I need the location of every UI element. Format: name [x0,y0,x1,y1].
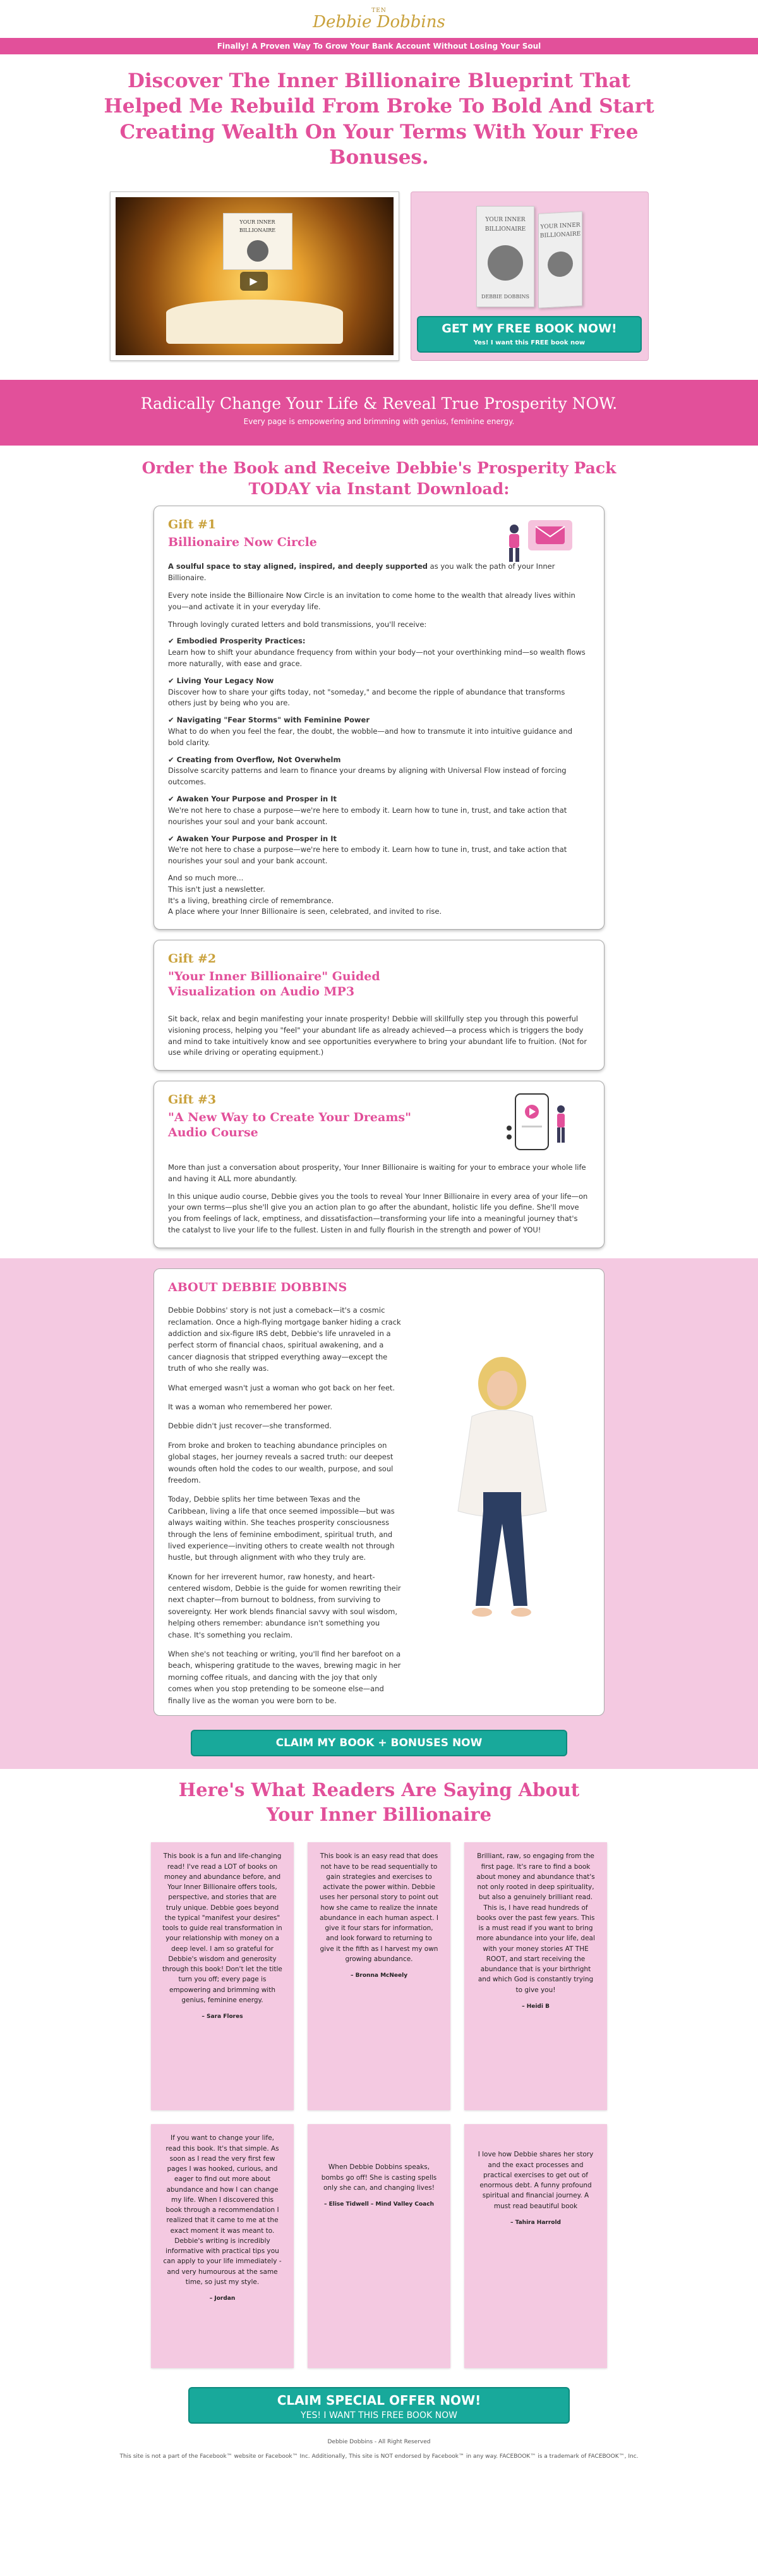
testimonial-text: This book is a fun and life-changing read! I've read a LOT of books on money and abundance before, and Your Inner Billionaire offers tools, perspective, and stories that are truly unique. Debbie goes beyond the typical "manifest your desires" tools to guide real transformation in your relationship with money on a deep level. I am so grateful for Debbie's wisdom and generosity through this book! Don't let the title turn you off; every page is empowering and brimming with genius, feminine energy. [162,1852,282,2004]
testimonials-grid [151,1842,607,2368]
closing-line: This isn't just a newsletter. [168,884,265,894]
about-text [168,1278,402,1706]
hero-headline: Discover The Inner Billionaire Blueprint That Helped Me Rebuild From Broke To Bold And Start Creating Wealth On Your Terms With Your Free Bonuses. [104,70,654,169]
feature-text: Learn how to shift your abundance frequency from within your body—not your overthinking mind—so wealth flows more naturally, with ease and grace. [168,648,586,668]
cover-author: DEBBIE DOBBINS [481,294,529,300]
gift-card-1 [153,506,605,930]
order-heading: Order the Book and Receive Debbie's Prosperity Pack TODAY via Instant Download: [141,459,617,498]
feature-title: ✔ Navigating "Fear Storms" with Feminine Power [168,715,370,725]
site-logo[interactable]: TEN Debbie Dobbins [313,7,445,32]
closing-line: It's a living, breathing circle of remembrance. [168,896,334,905]
feature-title: ✔ Living Your Legacy Now [168,676,274,685]
gift-card-2 [153,940,605,1071]
gift-title: "Your Inner Billionaire" Guided Visualization on Audio MP3 [168,969,380,999]
gift-closing [168,873,590,918]
feature-item [168,834,590,867]
gift-paragraph: Through lovingly curated letters and bold transmissions, you'll receive: [168,619,427,629]
testimonial-text: If you want to change your life, read this book. It's that simple. As soon as I read the very first few pages I was hooked, curious, and eager to find out more about abundance and how I can change my life. When I discovered this book through a recommendation I realized that it came to me at the exact moment it was meant to. Debbie's writing is incredibly informative with practical tips you can apply to your life immediately - and very humourous at the same time, so just my style. [163,2134,282,2286]
closing-line: And so much more... [168,873,244,882]
feature-item [168,636,590,669]
feature-text: Dissolve scarcity patterns and learn to finance your dreams by aligning with Universal Flow instead of forcing outcomes. [168,766,567,787]
about-paragraph: When she's not teaching or writing, you'll find her barefoot on a beach, whispering gratitude to the waves, brewing magic in her morning coffee rituals, and dancing with the joy that only comes when you stop pretending to be someone else—and finally live as the woman you were born to be. [168,1649,401,1705]
gift-paragraph: In this unique audio course, Debbie gives you the tools to reveal Your Inner Billionaire in every area of your life—on your own terms—plus she'll give you an action plan to go after the abundant, holistic life you define. She'll move you from feelings of lack, emptiness, and dissatisfaction—transforming your life into a meaningful journey that's the catalyst to live your life to the fullest. Listen in and fully flourish in the strength and power of YOU! [168,1191,588,1235]
author-photo [414,1278,590,1706]
gift-card-3 [153,1081,605,1248]
cover-title: YOUR INNER BILLIONAIRE [539,222,581,240]
feature-item [168,715,590,748]
cover-title: YOUR INNER BILLIONAIRE [484,217,526,233]
about-paragraph: Debbie didn't just recover—she transformed. [168,1421,332,1431]
gift-paragraph: More than just a conversation about prosperity, Your Inner Billionaire is waiting for your to embrace your whole life and having it ALL more abundantly. [168,1162,586,1183]
about-paragraph: Debbie Dobbins' story is not just a comeback—it's a cosmic reclamation. Once a high-flying mortgage banker hiding a crack addiction and six-figure IRS debt, Debbie's life unraveled in a perfect storm of financial chaos, spiritual awakening, and a cancer diagnosis that stripped everything away—except the truth of who she really was. [168,1306,401,1373]
promo-video[interactable] [110,191,399,361]
testimonial-author: – Tahira Harrold [510,2219,561,2226]
book-cover-side [538,211,582,308]
band-subtitle: Every page is empowering and brimming with genius, feminine energy. [243,416,515,426]
video-book-title: YOUR INNER BILLIONAIRE [239,219,276,233]
feature-title: ✔ Embodied Prosperity Practices: [168,636,306,646]
band-title: Radically Change Your Life & Reveal True Prosperity NOW. [140,394,618,413]
about-paragraph: From broke and broken to teaching abundance principles on global stages, her journey reveals a sacred truth: our deepest wounds often hold the codes to our wealth, purpose, and soul freedom. [168,1440,394,1485]
cta-sub-label: YES! I WANT THIS FREE BOOK NOW [301,2410,457,2421]
gift-number: Gift #3 [168,1093,217,1107]
cover-hole-graphic [488,245,523,281]
cover-hole-graphic [247,240,268,262]
about-paragraph: Known for her irreverent humor, raw honesty, and heart-centered wisdom, Debbie is the guide for women rewriting their next chapter—from burnout to boldness, from surviving to sovereignty. Her work blends financial savvy with soul wisdom, helping others remember: abundance isn't something you chase. It's something you reclaim. [168,1572,401,1639]
book-cover-front [476,206,534,307]
testimonial-author: – Sara Flores [202,2014,243,2020]
feature-title: ✔ Creating from Overflow, Not Overwhelm [168,755,341,764]
feature-title: ✔ Awaken Your Purpose and Prosper in It [168,794,337,804]
cta-main-label: GET MY FREE BOOK NOW! [442,322,617,336]
feature-text: We're not here to chase a purpose—we're here to embody it. Learn how to tune in, trust, and take action that nourishes your soul and your bank account. [168,845,567,866]
testimonial-author: – Heidi B [522,2003,550,2010]
testimonial-card [151,1842,294,2110]
testimonial-author: – Elise Tidwell – Mind Valley Coach [323,2201,434,2208]
testimonial-card [464,1842,607,2110]
testimonial-card [151,2124,294,2368]
gift-number: Gift #2 [168,952,217,966]
testimonial-author: – Jordan [209,2295,236,2302]
gift-title: "A New Way to Create Your Dreams" Audio Course [168,1110,412,1140]
feature-title: ✔ Awaken Your Purpose and Prosper in It [168,834,337,843]
hero-row [0,170,758,380]
testimonial-text: When Debbie Dobbins speaks, bombs go off! She is casting spells only she can, and changing lives! [321,2163,437,2192]
cta-main-label: CLAIM SPECIAL OFFER NOW! [277,2393,481,2409]
header [0,0,758,38]
about-card [153,1268,605,1716]
feature-item [168,676,590,709]
testimonials-heading: Here's What Readers Are Saying About Your Inner Billionaire [178,1778,580,1826]
author-figure-graphic [439,1353,565,1631]
book-thumbnail [223,213,292,270]
testimonial-author: – Bronna McNeely [350,1972,408,1979]
feature-text: Discover how to share your gifts today, not "someday," and become the ripple of abundance that transforms others just by being who you are. [168,687,565,708]
feature-item [168,794,590,827]
gift-paragraph: Sit back, relax and begin manifesting your innate prosperity! Debbie will skillfully step you through this powerful visioning process, helping you "feel" your abundant life as already achieved—a process which is triggers the body and mind to take intuitively know and see opportunities everywhere to bring your abundant life to fruition. (Not for use while driving or operating equipment.) [168,1014,587,1057]
book-covers [476,200,582,307]
footer [0,2424,758,2461]
gift-paragraph: Every note inside the Billionaire Now Circle is an invitation to come home to the wealth that already lives within you—and activate it in your everyday life. [168,590,575,611]
about-section [0,1258,758,1769]
footer-copyright: Debbie Dobbins - All Right Reserved [327,2439,431,2446]
about-paragraph: What emerged wasn't just a woman who got back on her feet. [168,1383,395,1392]
audio-player-illustration [490,1090,585,1153]
book-offer-panel [411,191,649,361]
testimonial-card [308,2124,450,2368]
claim-special-offer-button[interactable] [188,2387,570,2424]
gift-number: Gift #1 [168,518,217,532]
about-title: ABOUT DEBBIE DOBBINS [168,1280,347,1294]
get-free-book-button[interactable] [417,316,642,353]
testimonial-text: This book is an easy read that does not have to be read sequentially to gain strategies and exercises to activate the power within. Debbie uses her personal story to point out how she came to realize the innate abundance in each human aspect. I give it four stars for information, and look forward to returning to give it the fifth as I harvest my own growing abundance. [320,1852,438,1963]
cover-hole-graphic [548,251,573,277]
feature-text: We're not here to chase a purpose—we're here to embody it. Learn how to tune in, trust, and take action that nourishes your soul and your bank account. [168,805,567,826]
about-paragraph: Today, Debbie splits her time between Texas and the Caribbean, living a life that once seemed impossible—but was always waiting within. She teaches prosperity consciousness through the lens of feminine embodiment, spiritual truth, and lived experience—inviting others to create wealth not through hustle, but through alignment with who they truly are. [168,1495,395,1562]
play-icon[interactable]: ▶ [240,272,268,291]
feature-list [168,636,590,867]
claim-book-bonuses-button[interactable]: CLAIM MY BOOK + BONUSES NOW [191,1730,567,1756]
gift-intro-bold: A soulful space to stay aligned, inspired, and deeply supported [168,562,428,571]
gift-intro-rest: as you walk the path of your Inner Billionaire. [168,562,555,583]
announcement-strip: Finally! A Proven Way To Grow Your Bank Account Without Losing Your Soul [0,38,758,54]
promise-band [0,380,758,446]
newsletter-illustration [490,515,585,572]
testimonial-card [308,1842,450,2110]
gift-title: Billionaire Now Circle [168,535,317,549]
cta-sub-label: Yes! I want this FREE book now [473,339,586,346]
footer-disclaimer: This site is not a part of the Facebook™ website or Facebook™ Inc. Additionally, This site is NOT endorsed by Facebook™ in any way. FACEBOOK™ is a trademark of FACEBOOK™, Inc. [119,2453,639,2460]
about-paragraph: It was a woman who remembered her power. [168,1402,333,1411]
testimonial-text: Brilliant, raw, so engaging from the first page. It's rare to find a book about money and abundance that's not only rooted in deep spirituality, but also a genuinely brilliant read. This is, I have read hundreds of books over the past few years. This is a must read if you want to bring more abundance into your life, deal with your money stories AT THE ROOT, and start receiving the abundance that is your birthright and which God is constantly trying to give you! [476,1852,595,1994]
open-book-image [166,300,343,344]
feature-item [168,755,590,788]
closing-line: A place where your Inner Billionaire is seen, celebrated, and invited to rise. [168,907,442,916]
feature-text: What to do when you feel the fear, the doubt, the wobble—and how to transmute it into intuitive guidance and bold clarity. [168,727,573,747]
testimonial-card [464,2124,607,2368]
testimonial-text: I love how Debbie shares her story and the exact processes and practical exercises to get out of enormous debt. A funny profound spiritual and financial journey. A must read beautiful book [478,2151,594,2210]
